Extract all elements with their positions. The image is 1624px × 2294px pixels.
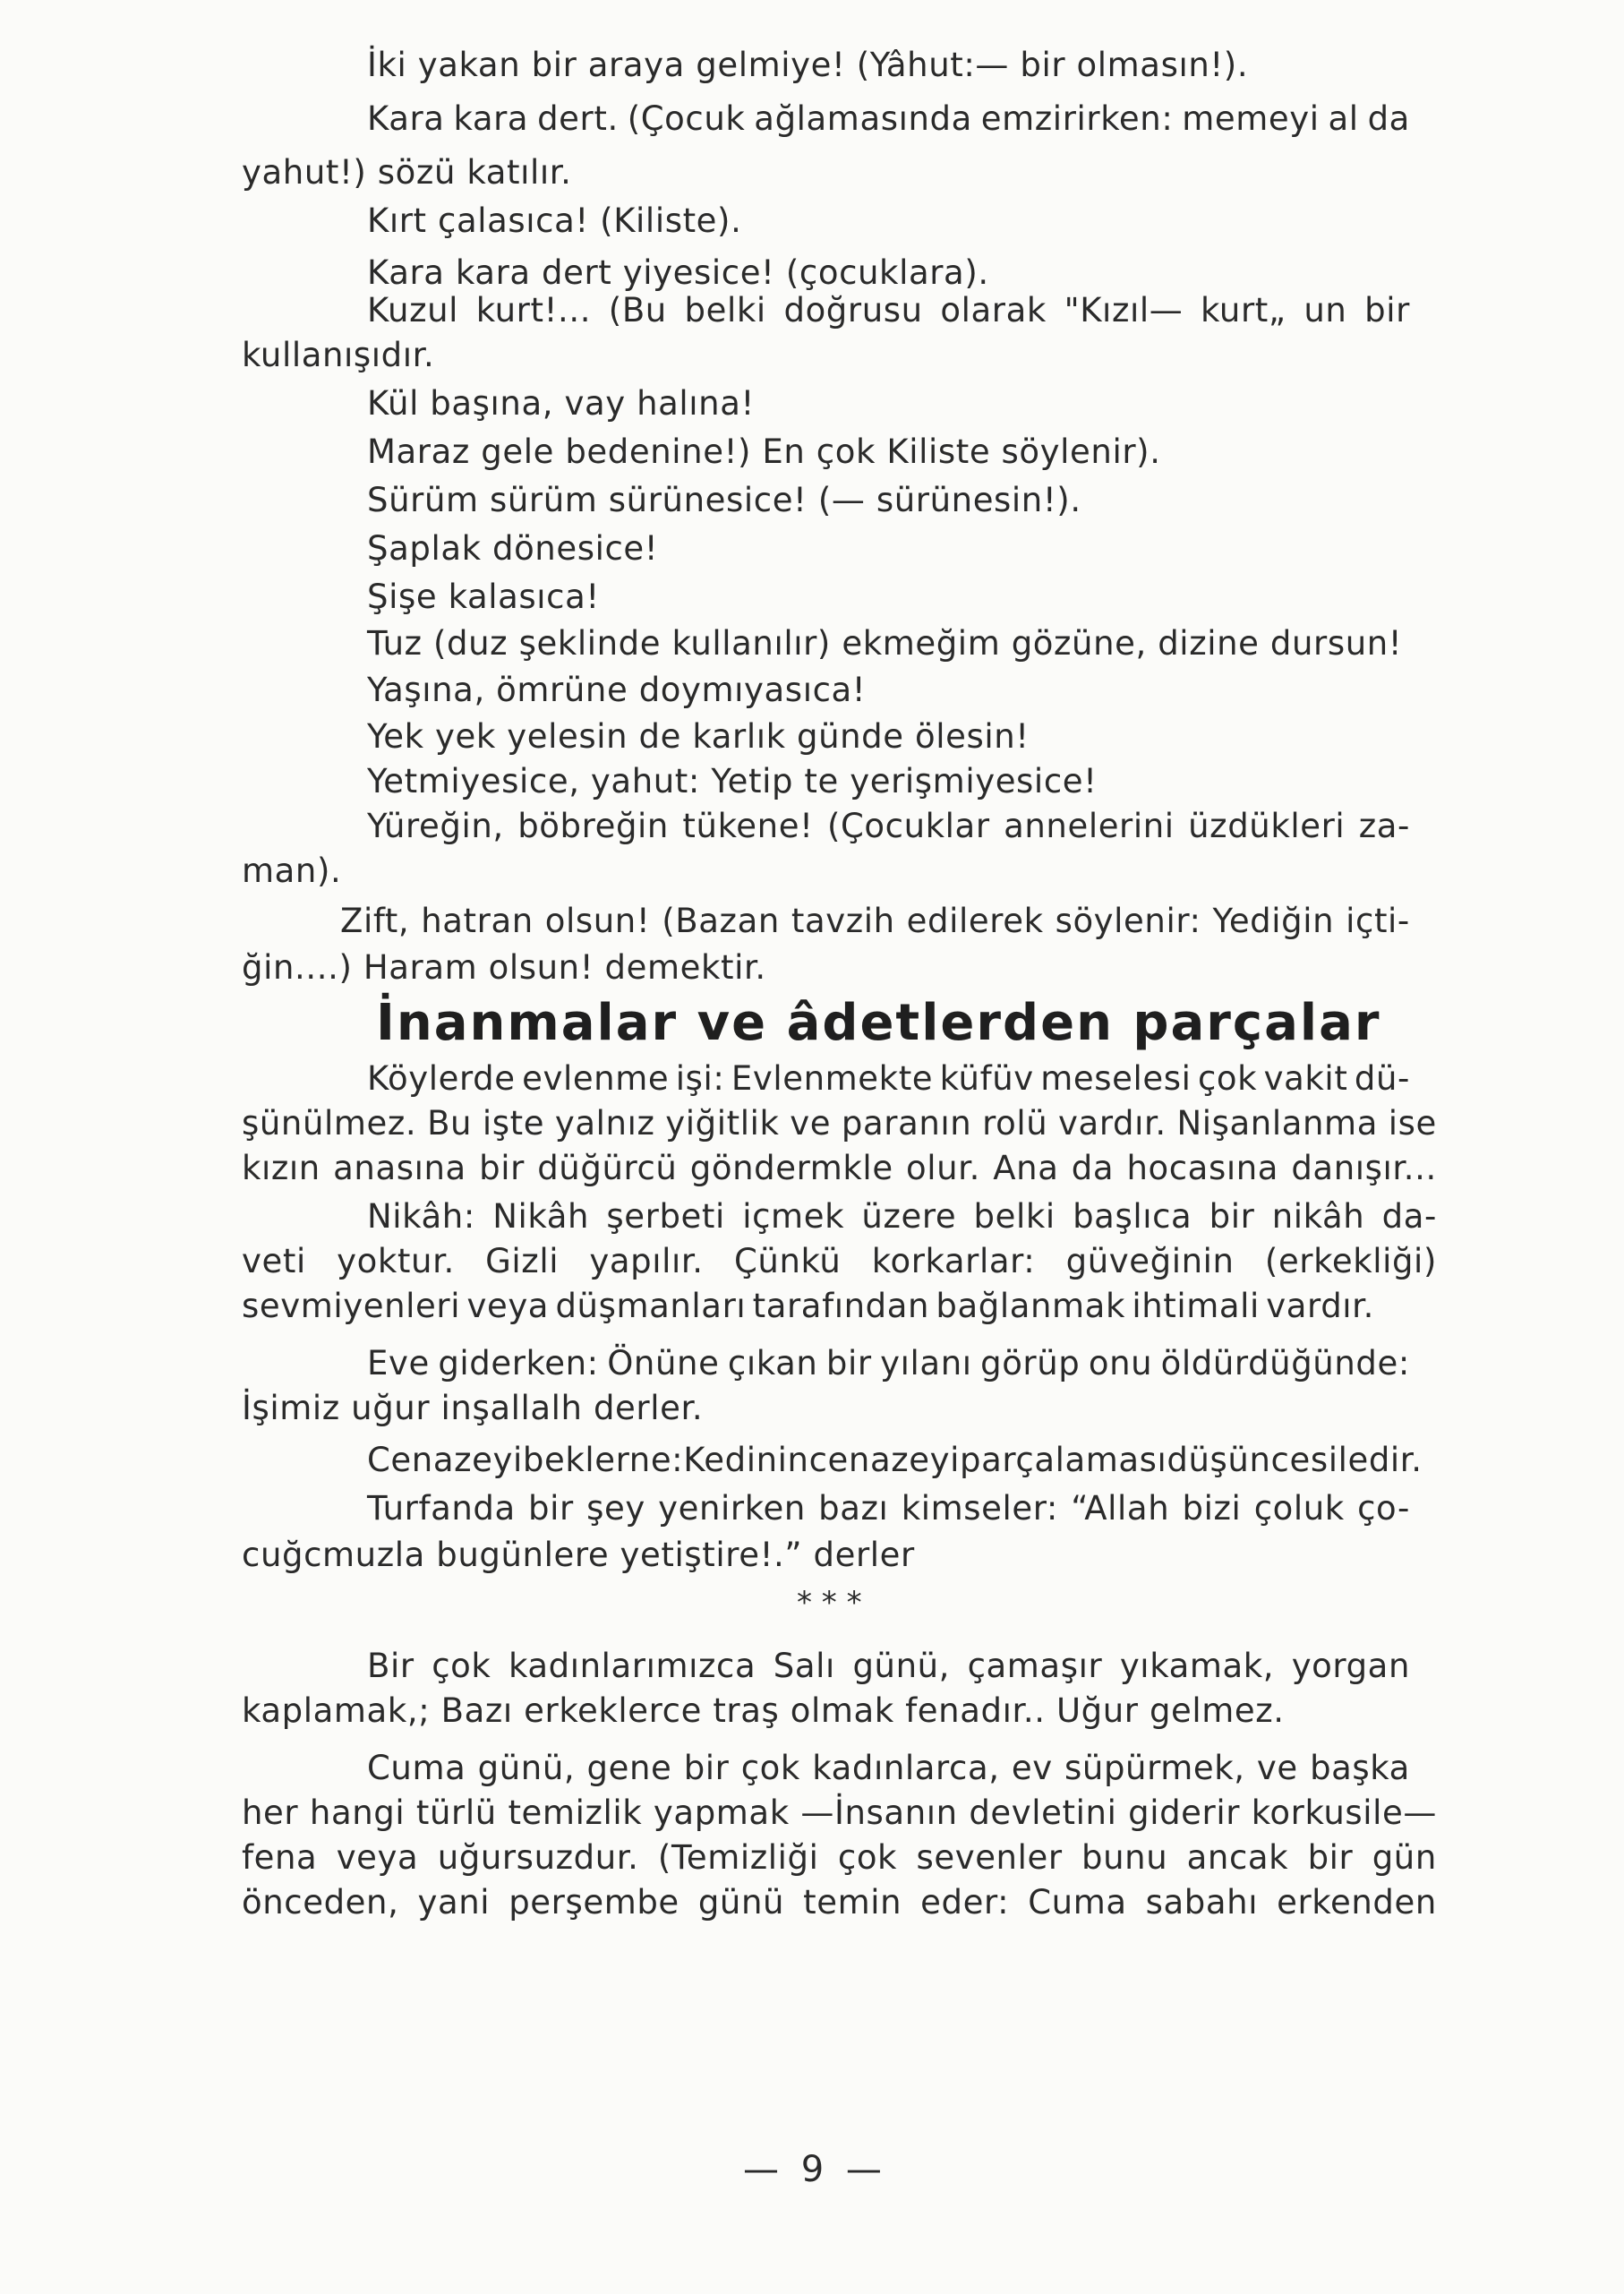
text-line: Sürüm sürüm sürünesice! (— sürünesin!). bbox=[367, 481, 1081, 519]
text-line: Yüreğin, böbreğin tükene! (Çocuklar annelerini üzdükleri za- bbox=[367, 807, 1410, 845]
text-line: Yaşına, ömrüne doymıyasıca! bbox=[367, 671, 867, 709]
section-heading: İnanmalar ve âdetlerden parçalar bbox=[376, 994, 1381, 1052]
text-line: Kırt çalasıca! (Kiliste). bbox=[367, 201, 742, 240]
text-line: Şaplak dönesice! bbox=[367, 529, 659, 568]
text-line: cuğcmuzla bugünlere yetiştire!.” derler bbox=[242, 1536, 915, 1574]
text-line: kullanışıdır. bbox=[242, 336, 435, 374]
text-line: Kara kara dert yiyesice! (çocuklara). bbox=[367, 253, 989, 292]
page-number: — 9 — bbox=[743, 2149, 887, 2190]
text-line: Şişe kalasıca! bbox=[367, 578, 600, 616]
text-line: Nikâh: Nikâh şerbeti içmek üzere belki başlıca bir nikâh da- bbox=[367, 1197, 1437, 1236]
text-line: önceden, yani perşembe günü temin eder: Cuma sabahı erkenden bbox=[242, 1883, 1437, 1922]
text-line: Cenazeyi beklerne: Kedinin cenazeyi parçalaması düşüncesiledir. bbox=[367, 1441, 1423, 1479]
text-line: Köylerde evlenme işi: Evlenmekte küfüv meselesi çok vakit dü- bbox=[367, 1059, 1410, 1098]
text-line: Kuzul kurt!... (Bu belki doğrusu olarak "Kızıl— kurt„ un bir bbox=[367, 291, 1410, 330]
text-line: sevmiyenleri veya düşmanları tarafından bağlanmak ihtimali vardır. bbox=[242, 1287, 1374, 1325]
text-line: Tuz (duz şeklinde kullanılır) ekmeğim gözüne, dizine dursun! bbox=[367, 624, 1403, 663]
text-line: fena veya uğursuzdur. (Temizliği çok sevenler bunu ancak bir gün bbox=[242, 1838, 1437, 1877]
text-line: yahut!) sözü katılır. bbox=[242, 153, 572, 192]
text-line: kızın anasına bir düğürcü göndermkle olur. Ana da hocasına danışır... bbox=[242, 1149, 1437, 1187]
text-line: Cuma günü, gene bir çok kadınlarca, ev süpürmek, ve başka bbox=[367, 1749, 1410, 1787]
text-line: Kül başına, vay halına! bbox=[367, 384, 755, 423]
text-line: Bir çok kadınlarımızca Salı günü, çamaşır yıkamak, yorgan bbox=[367, 1647, 1410, 1685]
text-line: Maraz gele bedenine!) En çok Kiliste söylenir). bbox=[367, 432, 1161, 471]
text-line: Eve giderken: Önüne çıkan bir yılanı görüp onu öldürdüğünde: bbox=[367, 1344, 1410, 1382]
text-line: Yek yek yelesin de karlık günde ölesin! bbox=[367, 717, 1030, 756]
text-line: man). bbox=[242, 852, 342, 890]
text-line: her hangi türlü temizlik yapmak —İnsanın devletini giderir korkusile— bbox=[242, 1793, 1437, 1832]
text-line: Zift, hatran olsun! (Bazan tavzih edilerek söylenir: Yediğin içti- bbox=[340, 902, 1410, 940]
text-line: İki yakan bir araya gelmiye! (Yâhut:— bir olmasın!). bbox=[367, 46, 1249, 84]
text-line: Turfanda bir şey yenirken bazı kimseler: “Allah bizi çoluk ço- bbox=[367, 1489, 1410, 1528]
text-line: ğin....) Haram olsun! demektir. bbox=[242, 948, 766, 987]
text-line: kaplamak,; Bazı erkeklerce traş olmak fenadır.. Uğur gelmez. bbox=[242, 1691, 1285, 1730]
text-line: İşimiz uğur inşallalh derler. bbox=[242, 1389, 704, 1427]
text-line: Yetmiyesice, yahut: Yetip te yerişmiyesice! bbox=[367, 762, 1098, 800]
section-separator-asterisks: * * * bbox=[797, 1585, 862, 1621]
text-line: Kara kara dert. (Çocuk ağlamasında emzirirken: memeyi al da bbox=[367, 99, 1410, 138]
text-line: şünülmez. Bu işte yalnız yiğitlik ve paranın rolü vardır. Nişanlanma ise bbox=[242, 1104, 1437, 1143]
text-line: veti yoktur. Gizli yapılır. Çünkü korkarlar: güveğinin (erkekliği) bbox=[242, 1242, 1437, 1280]
